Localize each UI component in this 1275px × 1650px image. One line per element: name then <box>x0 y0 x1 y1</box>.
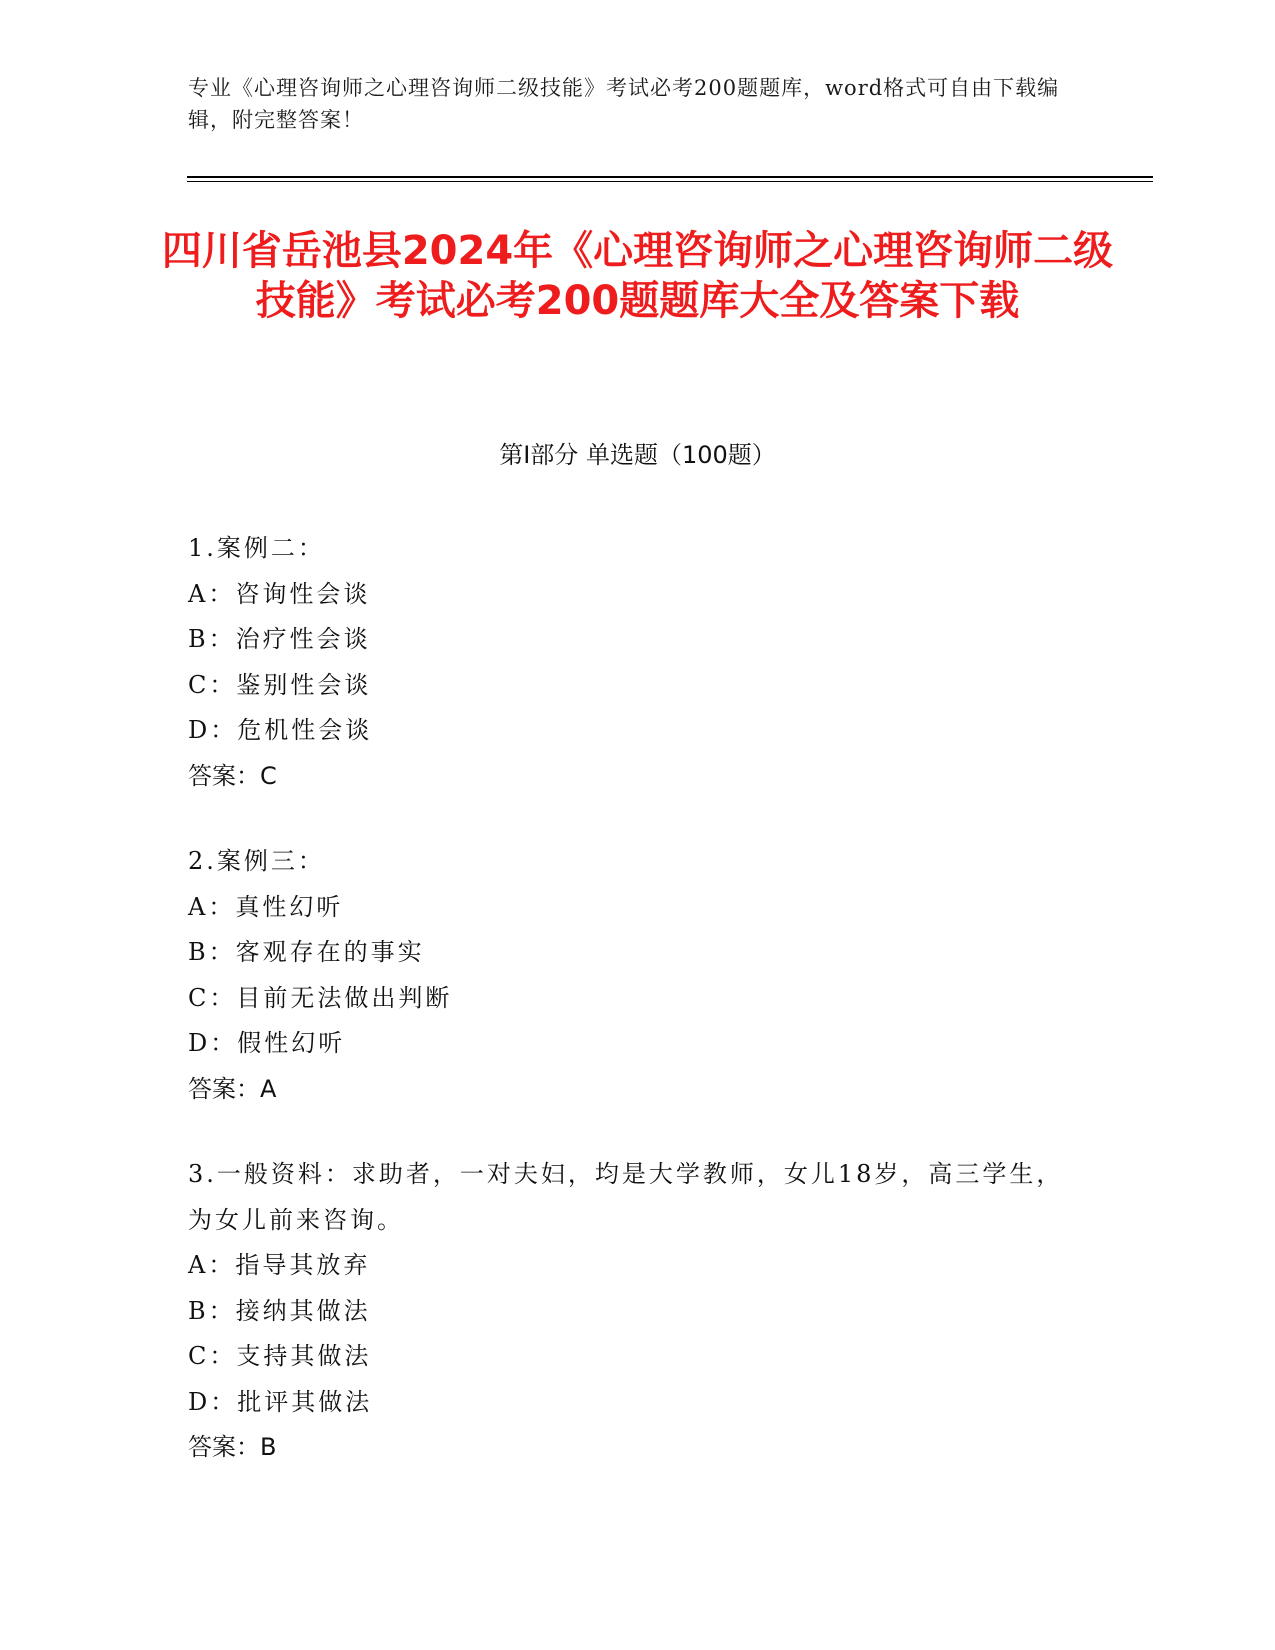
option-a: A：指导其放弃 <box>188 1251 371 1279</box>
question-list <box>188 526 1078 1511</box>
header-rule-thick <box>187 176 1153 178</box>
section-heading: 第I部分 单选题（100题） <box>499 441 776 469</box>
option-d: D：危机性会谈 <box>188 716 373 744</box>
option-d: D：假性幻听 <box>188 1029 346 1057</box>
option-b: B：客观存在的事实 <box>188 938 425 966</box>
option-b: B：治疗性会谈 <box>188 625 371 653</box>
option-c: C：目前无法做出判断 <box>188 983 453 1012</box>
intro-text: 专业《心理咨询师之心理咨询师二级技能》考试必考200题题库，word格式可自由下载编辑，附完整答案！ <box>188 76 1060 132</box>
question-3 <box>188 1152 1078 1471</box>
question-stem: 1.案例二： <box>188 534 325 562</box>
answer-line: 答案：C <box>188 761 277 790</box>
question-1 <box>188 526 1078 799</box>
option-d: D：批评其做法 <box>188 1387 373 1416</box>
question-stem: 2.案例三： <box>188 847 325 875</box>
answer-line: 答案：A <box>188 1074 277 1103</box>
document-title: 四川省岳池县2024年《心理咨询师之心理咨询师二级技能》考试必考200题题库大全及答案下载 <box>161 228 1114 324</box>
question-stem: 3.一般资料：求助者，一对夫妇，均是大学教师，女儿18岁，高三学生，为女儿前来咨询。 <box>188 1160 1064 1234</box>
option-c: C：支持其做法 <box>188 1342 372 1370</box>
question-2 <box>188 839 1078 1112</box>
option-a: A：咨询性会谈 <box>188 579 371 608</box>
header-rule-thin <box>187 181 1153 182</box>
answer-line: 答案：B <box>188 1433 277 1461</box>
option-b: B：接纳其做法 <box>188 1296 371 1325</box>
option-c: C：鉴别性会谈 <box>188 670 372 699</box>
option-a: A：真性幻听 <box>188 892 344 921</box>
